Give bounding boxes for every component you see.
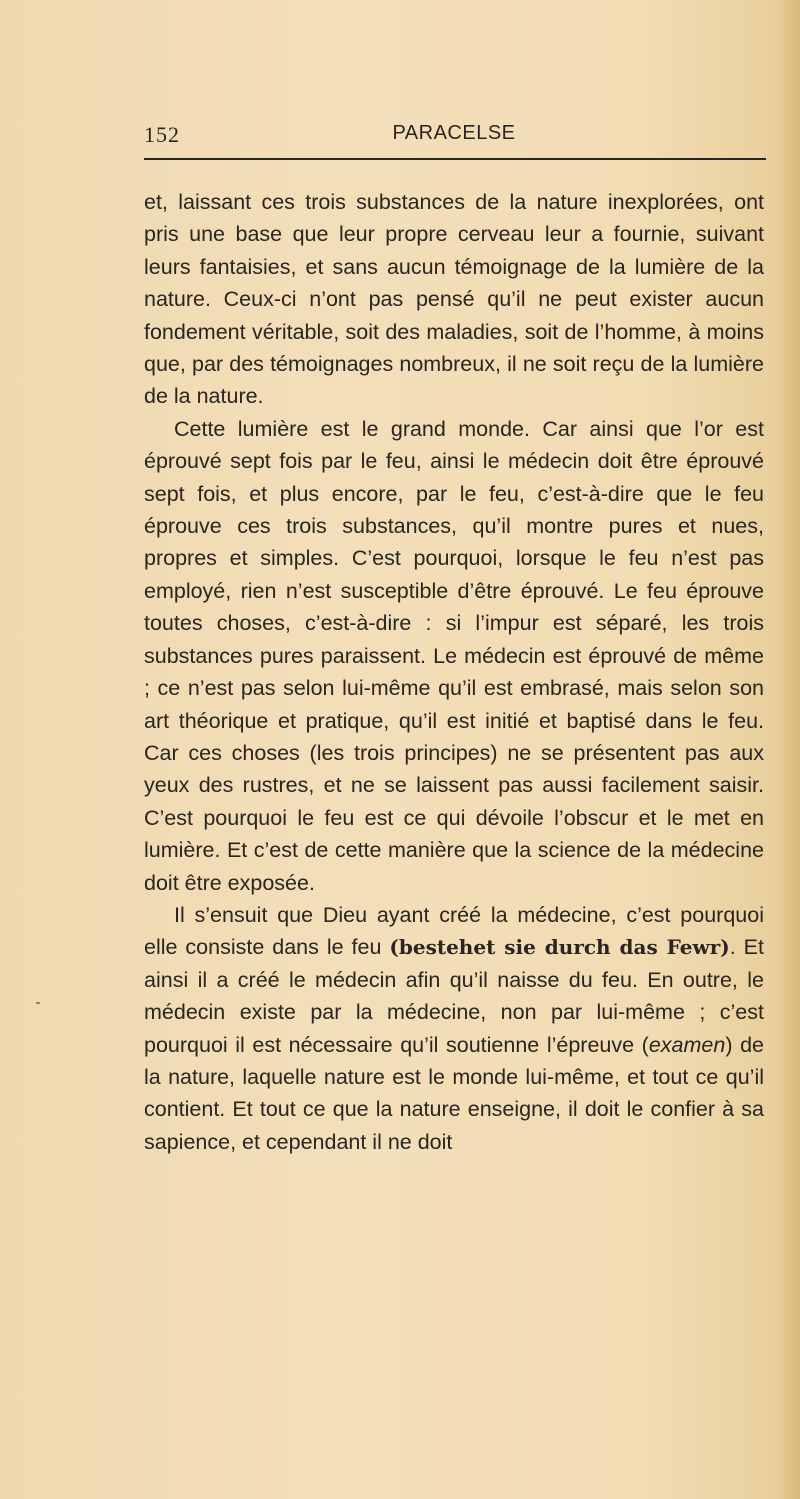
paragraph-1 [144,186,764,413]
paragraph-3-text-before: Il s’ensuit que Dieu ayant créé la médecine, c’est pourquoi elle consiste dans le feu [144,902,764,960]
paragraph-2 [144,413,764,899]
body-text [144,186,764,1158]
paragraph-3 [144,899,764,1158]
italic-term: examen [648,1032,726,1057]
paper-speck [36,1002,40,1004]
header-rule [144,158,766,160]
paragraph-3-text-after: ) de la nature, laquelle nature est le monde lui-même, et tout ce qu’il contient. Et tout ce que la nature enseigne, il doit le confier à sa sapience, et cependant il ne doit [144,1032,764,1154]
fraktur-quote: (bestehet sie durch das Fewr) [389,935,730,960]
page-header [144,120,764,156]
paragraph-2-text: Cette lumière est le grand monde. Car ainsi que l’or est éprouvé sept fois par le feu, ainsi le médecin doit être éprouvé sept fois, et plus encore, par le feu, c’est-à-dire que le feu éprouve ces trois substances, qu’il montre pures et nues, propres et simples. C’est pourquoi, lorsque le feu n’est pas employé, rien n’est susceptible d’être éprouvé. Le feu éprouve toutes choses, c’est-à-dire : si l’impur est séparé, les trois substances pures paraissent. Le médecin est éprouvé de même ; ce n’est pas selon lui-même qu’il est embrasé, mais selon son art théorique et pratique, qu’il est initié et baptisé dans le feu. Car ces choses (les trois principes) ne se présentent pas aux yeux des rustres, et ne se laissent pas aussi facilement saisir. C’est pourquoi le feu est ce qui dévoile l’obscur et le met en lumière. Et c’est de cette manière que la science de la médecine doit être exposée. [144,416,764,895]
paragraph-1-text: et, laissant ces trois substances de la nature inexplorées, ont pris une base que leur propre cerveau leur a fournie, suivant leurs fantaisies, et sans aucun témoignage de la lumière de la nature. Ceux-ci n’ont pas pensé qu’il ne peut exister aucun fondement véritable, soit des maladies, soit de l’homme, à moins que, par des témoignages nombreux, il ne soit reçu de la lumière de la nature. [144,190,764,409]
paragraph-3-text-middle: . Et ainsi il a créé le médecin afin qu’il naisse du feu. En outre, le médecin existe par la médecine, non par lui-même ; c’est pourquoi il est nécessaire qu’il soutienne l’épreuve ( [144,935,764,1057]
running-head: PARACELSE [392,122,516,144]
page-number: 152 [144,122,180,147]
